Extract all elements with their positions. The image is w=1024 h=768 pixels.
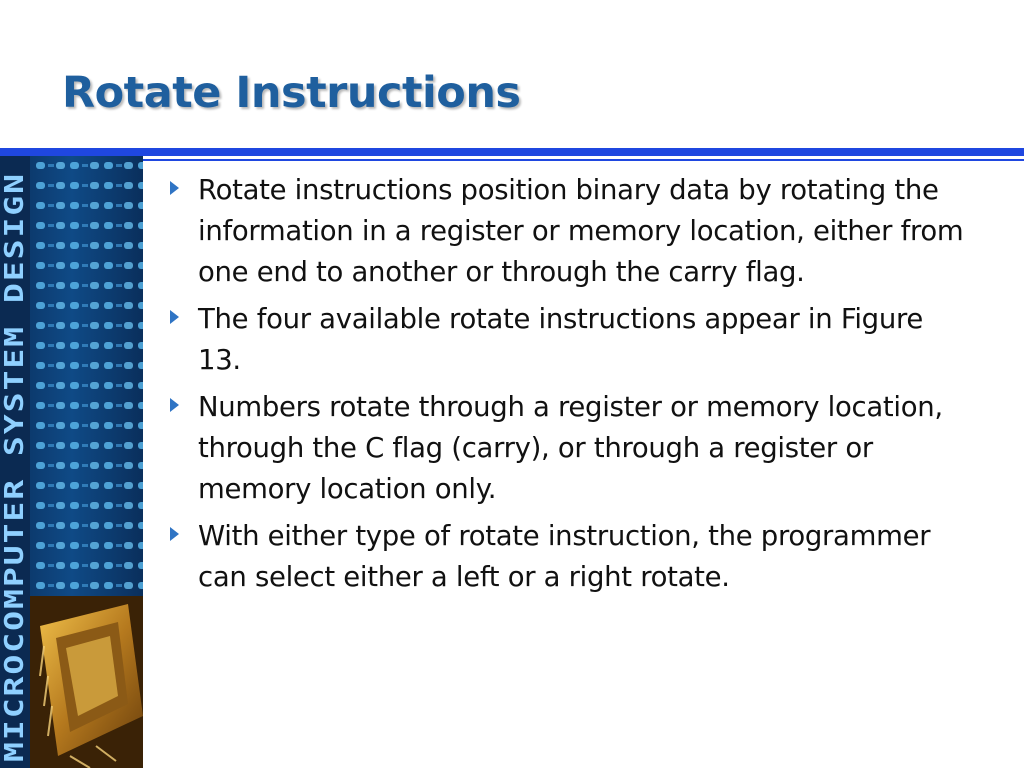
bullet-arrow-icon bbox=[170, 181, 179, 195]
bullet-arrow-icon bbox=[170, 527, 179, 541]
title-divider bbox=[0, 148, 1024, 156]
bullet-arrow-icon bbox=[170, 398, 179, 412]
bullet-list bbox=[168, 170, 968, 604]
bullet-text: The four available rotate instructions appear in Figure 13. bbox=[198, 303, 923, 376]
sidebar-vertical-label: MICROCOMPUTER SYSTEM DESIGN bbox=[0, 298, 30, 762]
bullet-text: Numbers rotate through a register or memory location, through the C flag (carry), or through a register or memory location only. bbox=[198, 391, 943, 505]
bullet-item bbox=[168, 387, 968, 510]
bullet-text: Rotate instructions position binary data by rotating the information in a register or memory location, either from one end to another or through the carry flag. bbox=[198, 174, 964, 288]
bullet-item bbox=[168, 516, 968, 598]
bullet-text: With either type of rotate instruction, the programmer can select either a left or a right rotate. bbox=[198, 520, 931, 593]
sidebar-decoration bbox=[0, 156, 143, 768]
bullet-item bbox=[168, 170, 968, 293]
bullet-arrow-icon bbox=[170, 310, 179, 324]
sidebar-artwork bbox=[0, 156, 143, 768]
slide-title: Rotate Instructions bbox=[62, 68, 521, 118]
title-divider-thin bbox=[0, 159, 1024, 161]
bullet-item bbox=[168, 299, 968, 381]
